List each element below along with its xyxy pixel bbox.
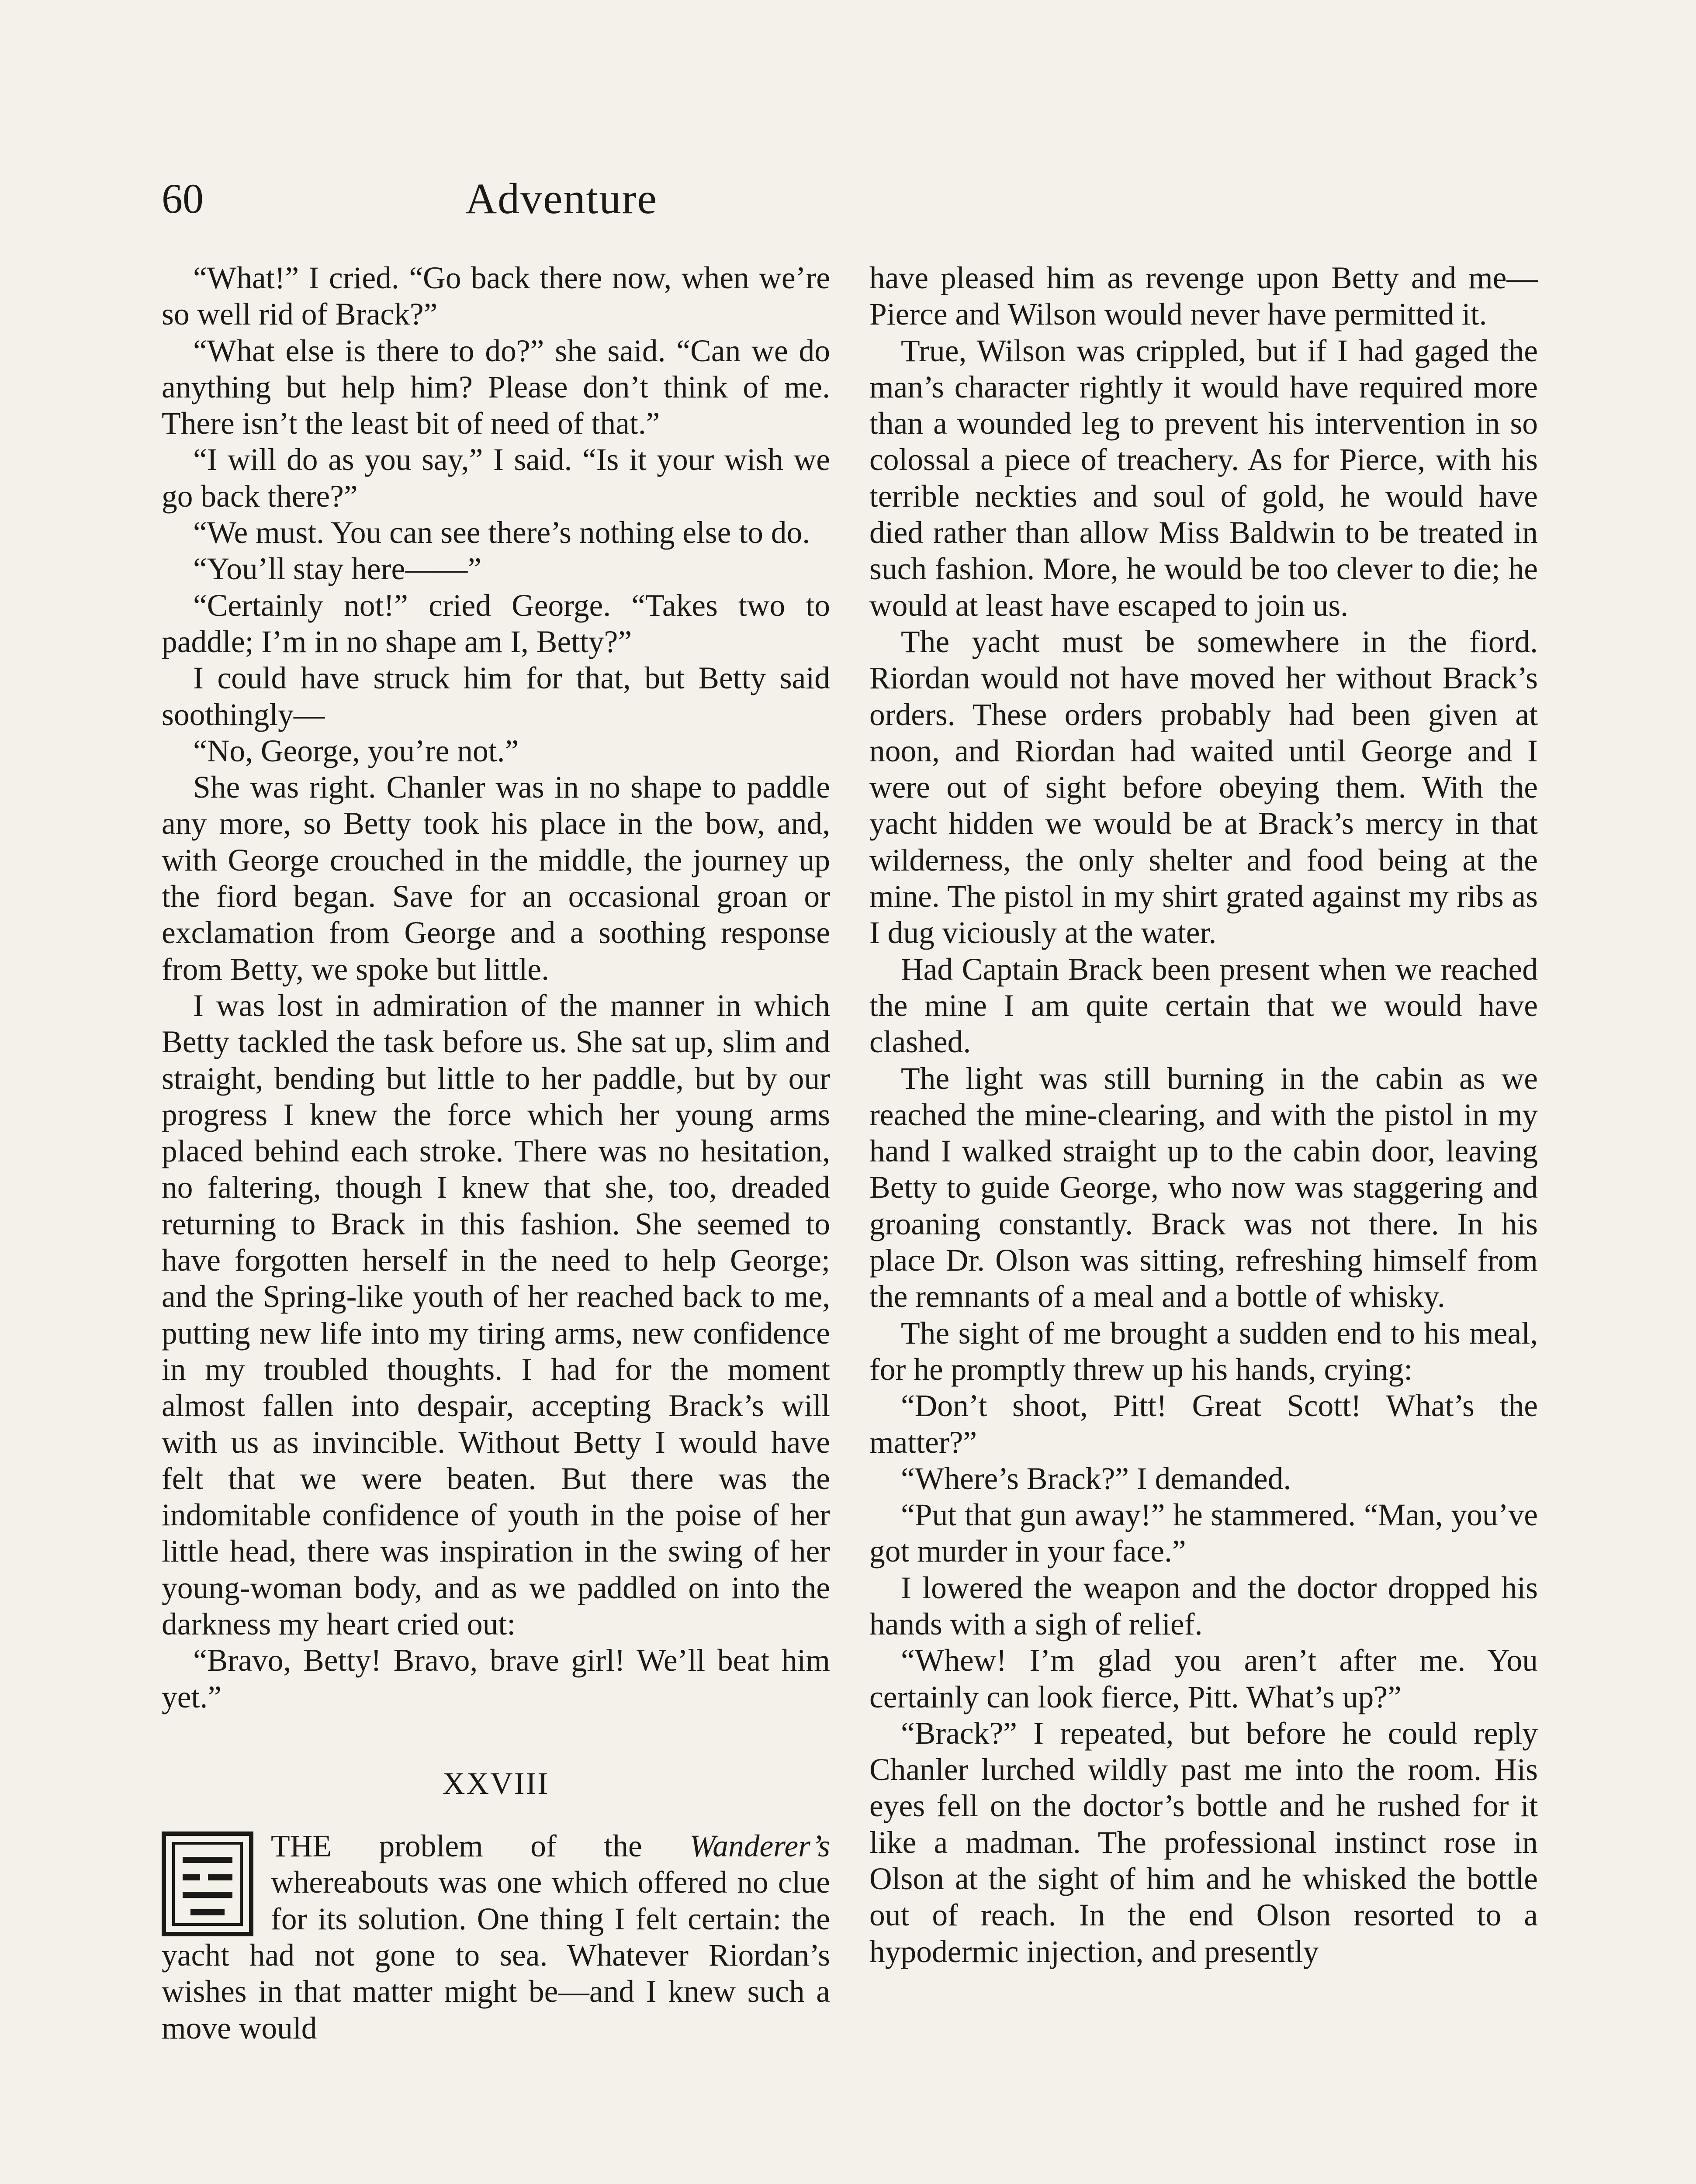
paragraph: Had Captain Brack been present when we reached the mine I am quite certain that we would have clashed. bbox=[869, 952, 1538, 1060]
paragraph: “Certainly not!” cried George. “Takes two to paddle; I’m in no shape am I, Betty?” bbox=[162, 588, 830, 659]
decorative-initial-icon bbox=[162, 1832, 253, 1936]
ship-name: Wanderer’s bbox=[689, 1829, 830, 1864]
paragraph: “Brack?” I repeated, but before he could reply Chanler lurched wildly past me into the room. His eyes fell on the doctor’s bottle and he rushed for it like a madman. The professional instinct rose in Olson at the sight of him and he whisked the bottle out of reach. In the end Olson resorted to a hypodermic injection, and presently bbox=[869, 1716, 1538, 1969]
paragraph: The light was still burning in the cabin as we reached the mine-clearing, and with the pistol in my hand I walked straight up to the cabin door, leaving Betty to guide George, who now was staggering and groaning constantly. Brack was not there. In his place Dr. Olson was sitting, refreshing himself from the remnants of a meal and a bottle of whisky. bbox=[869, 1061, 1538, 1314]
magazine-title: Adventure bbox=[465, 174, 658, 223]
paragraph: “I will do as you say,” I said. “Is it your wish we go back there?” bbox=[162, 442, 830, 514]
paragraph: “You’ll stay here——” bbox=[193, 552, 481, 587]
paragraph: “Put that gun away!” he stammered. “Man, you’ve got murder in your face.” bbox=[869, 1498, 1538, 1569]
paragraph: “We must. You can see there’s nothing else to do. bbox=[193, 515, 810, 550]
page-number: 60 bbox=[162, 175, 204, 222]
left-column bbox=[162, 260, 830, 2046]
chapter-opening-rest: whereabouts was one which offered no clue for its solution. One thing I felt certain: the yacht had not gone to sea. Whatever Riordan’s wishes in that matter might be—and I knew such a move would bbox=[162, 1865, 830, 2046]
paragraph: She was right. Chanler was in no shape to paddle any more, so Betty took his place in the bow, and, with George crouched in the middle, the journey up the fiord began. Save for an occasional groan or exclamation from George and a soothing response from Betty, we spoke but little. bbox=[162, 770, 830, 987]
paragraph: “What!” I cried. “Go back there now, when we’re so well rid of Brack?” bbox=[162, 261, 830, 332]
paragraph: “Don’t shoot, Pitt! Great Scott! What’s the matter?” bbox=[869, 1389, 1538, 1460]
paragraph: “Bravo, Betty! Bravo, brave girl! We’ll beat him yet.” bbox=[162, 1643, 830, 1714]
paragraph: I lowered the weapon and the doctor dropped his hands with a sigh of relief. bbox=[869, 1570, 1538, 1641]
paragraph: The sight of me brought a sudden end to his meal, for he promptly threw up his hands, crying: bbox=[869, 1316, 1538, 1387]
chapter-heading: XXVIII bbox=[442, 1766, 550, 1801]
paragraph: True, Wilson was crippled, but if I had gaged the man’s character rightly it would have required more than a wounded leg to prevent his intervention in so colossal a piece of treachery. As for Pierce, with his terrible neckties and soul of gold, he would have died rather than allow Miss Baldwin to be treated in such fashion. More, he would be too clever to die; he would at least have escaped to join us. bbox=[869, 333, 1538, 623]
paragraph: “No, George, you’re not.” bbox=[193, 733, 519, 768]
paragraph: “Where’s Brack?” I demanded. bbox=[901, 1461, 1291, 1496]
paragraph: I was lost in admiration of the manner in which Betty tackled the task before us. She sat up, slim and straight, bending but little to her paddle, but by our progress I knew the force which her young arms placed behind each stroke. There was no hesitation, no faltering, though I knew that she, too, dreaded returning to Brack in this fashion. She seemed to have forgotten herself in the need to help George; and the Spring-like youth of her reached back to me, putting new life into my tiring arms, new confidence in my troubled thoughts. I had for the moment almost fallen into despair, accepting Brack’s will with us as invincible. Without Betty I would have felt that we were beaten. But there was the indomitable confidence of youth in the poise of her little head, there was inspiration in the swing of her young-woman body, and as we paddled on into the darkness my heart cried out: bbox=[162, 988, 830, 1641]
running-head bbox=[162, 173, 961, 225]
paragraph: The yacht must be somewhere in the fiord. Riordan would not have moved her without Brack’s orders. These orders probably had been given at noon, and Riordan had waited until George and I were out of sight before obeying them. With the yacht hidden we would be at Brack’s mercy in that wilderness, the only shelter and food being at the mine. The pistol in my shirt grated against my ribs as I dug viciously at the water. bbox=[869, 624, 1538, 950]
chapter-opening-paragraph bbox=[162, 1828, 830, 2046]
paragraph: I could have struck him for that, but Betty said soothingly— bbox=[162, 661, 830, 732]
paragraph: “What else is there to do?” she said. “Can we do anything but help him? Please don’t think of me. There isn’t the least bit of need of that.” bbox=[162, 333, 830, 441]
paragraph: “Whew! I’m glad you aren’t after me. You certainly can look fierce, Pitt. What’s up?” bbox=[869, 1643, 1538, 1714]
chapter-opening-lead: THE problem of the bbox=[271, 1829, 690, 1864]
right-column bbox=[869, 260, 1538, 1970]
paragraph-continuation: have pleased him as revenge upon Betty and me—Pierce and Wilson would never have permitted it. bbox=[869, 261, 1538, 332]
